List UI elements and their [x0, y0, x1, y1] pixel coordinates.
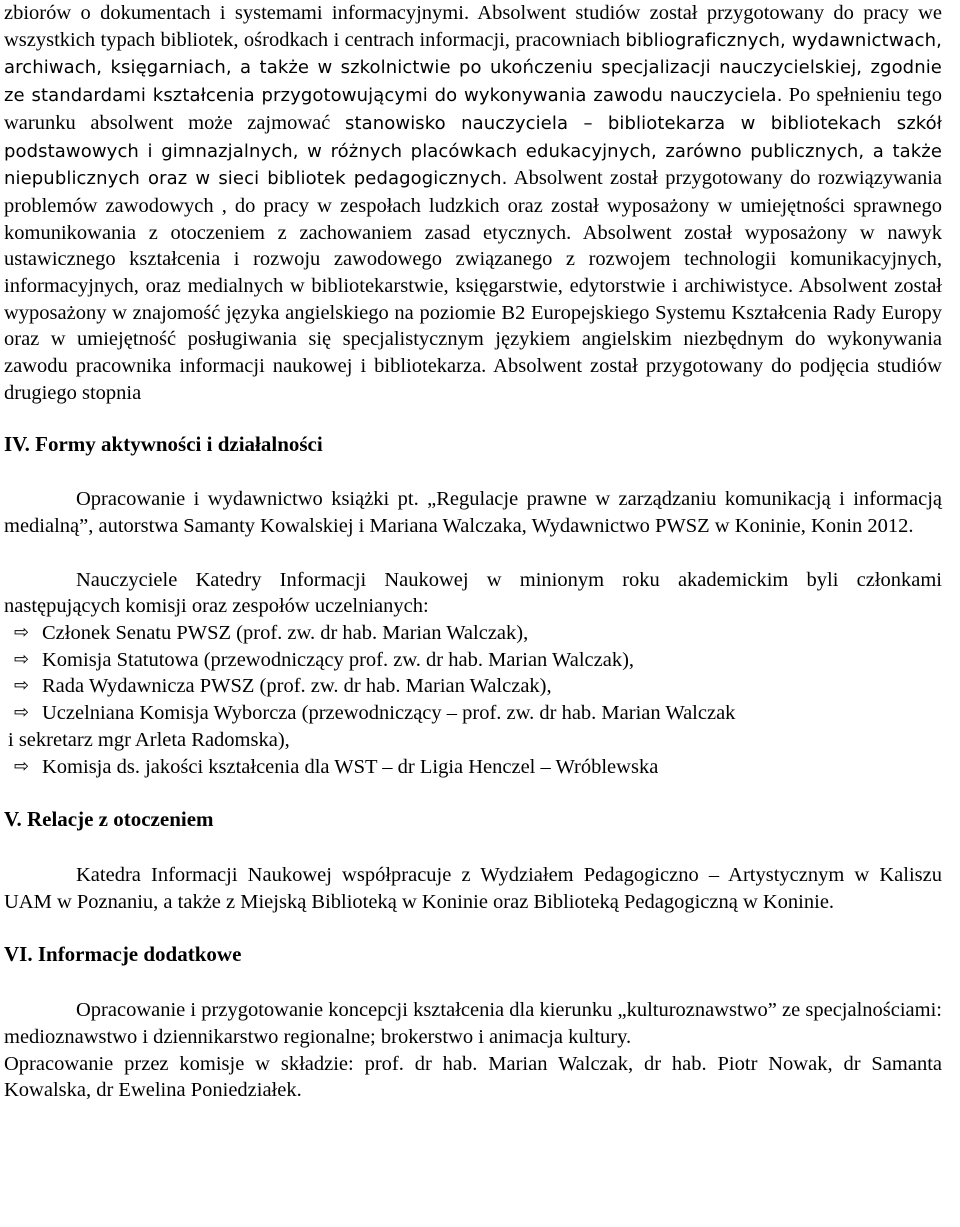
list-item [4, 647, 942, 674]
heading-section-iv: IV. Formy aktywności i działalności [4, 431, 323, 456]
commissions-list-tail [4, 754, 942, 781]
arrow-bullet-icon: ⇨ [14, 622, 30, 644]
concept-paragraph: Opracowanie i przygotowanie koncepcji kształcenia dla kierunku „kulturoznawstwo” ze specjalnościami: medioznawstwo i dziennikarstwo regionalne; brokerstwo i animacja kultury. [4, 999, 942, 1048]
arrow-bullet-icon: ⇨ [14, 755, 30, 777]
committee-paragraph: Opracowanie przez komisje w składzie: prof. dr hab. Marian Walczak, dr hab. Piotr Nowak, dr Samanta Kowalska, dr Ewelina Poniedziałek. [4, 1052, 942, 1102]
list-item [4, 754, 942, 781]
commissions-intro: Nauczyciele Katedry Informacji Naukowej w minionym roku akademickim byli członkami następujących komisji oraz zespołów uczelnianych: [4, 568, 942, 618]
list-item-text: Komisja Statutowa (przewodniczący prof. zw. dr hab. Marian Walczak), [42, 648, 635, 671]
intro-text-4: stanowisko nauczyciela – bibliotekarza w bibliotekach szkół podstawowych i gimnazjalnych, w różnych placówkach edukacyjnych, zarówno publicznych, a także niepublicznych oraz w sieci bibliotek pedagogicznych. [4, 112, 942, 190]
commissions-list [4, 620, 942, 727]
arrow-bullet-icon: ⇨ [14, 648, 30, 670]
list-item-continuation: i sekretarz mgr Arleta Radomska), [8, 728, 290, 751]
list-item-text: Komisja ds. jakości kształcenia dla WST – dr Ligia Henczel – Wróblewska [42, 755, 659, 778]
arrow-bullet-icon: ⇨ [14, 702, 30, 724]
intro-text-2: bibliograficznych, wydawnictwach, archiwach, księgarniach, a także w szkolnictwie po ukończeniu specjalizacji nauczycielskiej, zgodnie ze standardami kształcenia przygotowującymi do wykonywania zawodu nauczyciela. [4, 29, 942, 107]
relations-paragraph: Katedra Informacji Naukowej współpracuje z Wydziałem Pedagogiczno – Artystycznym w Kaliszu UAM w Poznaniu, a także z Miejską Biblioteką w Koninie oraz Biblioteką Pedagogiczną w Koninie. [4, 863, 942, 913]
intro-text-5: Absolwent został przygotowany do rozwiązywania problemów zawodowych , do pracy w zespołach ludzkich oraz został wyposażony w umiejętności sprawnego komunikowania z otoczeniem z zachowaniem zasad etycznych. Absolwent został wyposażony w nawyk ustawicznego kształcenia i rozwoju zawodowego związanego z rozwojem technologii komunikacyjnych, informacyjnych, oraz medialnych w bibliotekarstwie, księgarstwie, edytorstwie i archiwistyce. Absolwent został wyposażony w znajomość języka angielskiego na poziomie B2 Europejskiego Systemu Kształcenia Rady Europy oraz w umiejętność posługiwania się specjalistycznym językiem angielskim niezbędnym do wykonywania zawodu pracownika informacji naukowej i bibliotekarza. Absolwent został przygotowany do podjęcia studiów drugiego stopnia [4, 167, 942, 404]
list-item [4, 700, 942, 727]
list-item [4, 673, 942, 700]
intro-text-1: zbiorów o dokumentach i systemami informacyjnymi. Absolwent studiów został przygotowany do pracy we wszystkich typach bibliotek, ośrodkach i centrach informacji, pracowniach [4, 2, 942, 51]
book-paragraph: Opracowanie i wydawnictwo książki pt. „Regulacje prawne w zarządzaniu komunikacją i informacją medialną”, autorstwa Samanty Kowalskiej i Mariana Walczaka, Wydawnictwo PWSZ w Koninie, Konin 2012. [4, 488, 942, 537]
intro-paragraph [4, 0, 942, 407]
list-item-text: Uczelniana Komisja Wyborcza (przewodniczący – prof. zw. dr hab. Marian Walczak [42, 702, 736, 725]
heading-section-v: V. Relacje z otoczeniem [4, 807, 214, 832]
heading-section-vi: VI. Informacje dodatkowe [4, 942, 242, 967]
intro-text-3: Po spełnieniu tego warunku absolwent może zajmować [4, 84, 942, 134]
list-item [4, 620, 942, 647]
arrow-bullet-icon: ⇨ [14, 675, 30, 697]
list-item-text: Członek Senatu PWSZ (prof. zw. dr hab. Marian Walczak), [42, 622, 529, 645]
list-item-text: Rada Wydawnicza PWSZ (prof. zw. dr hab. Marian Walczak), [42, 675, 552, 698]
